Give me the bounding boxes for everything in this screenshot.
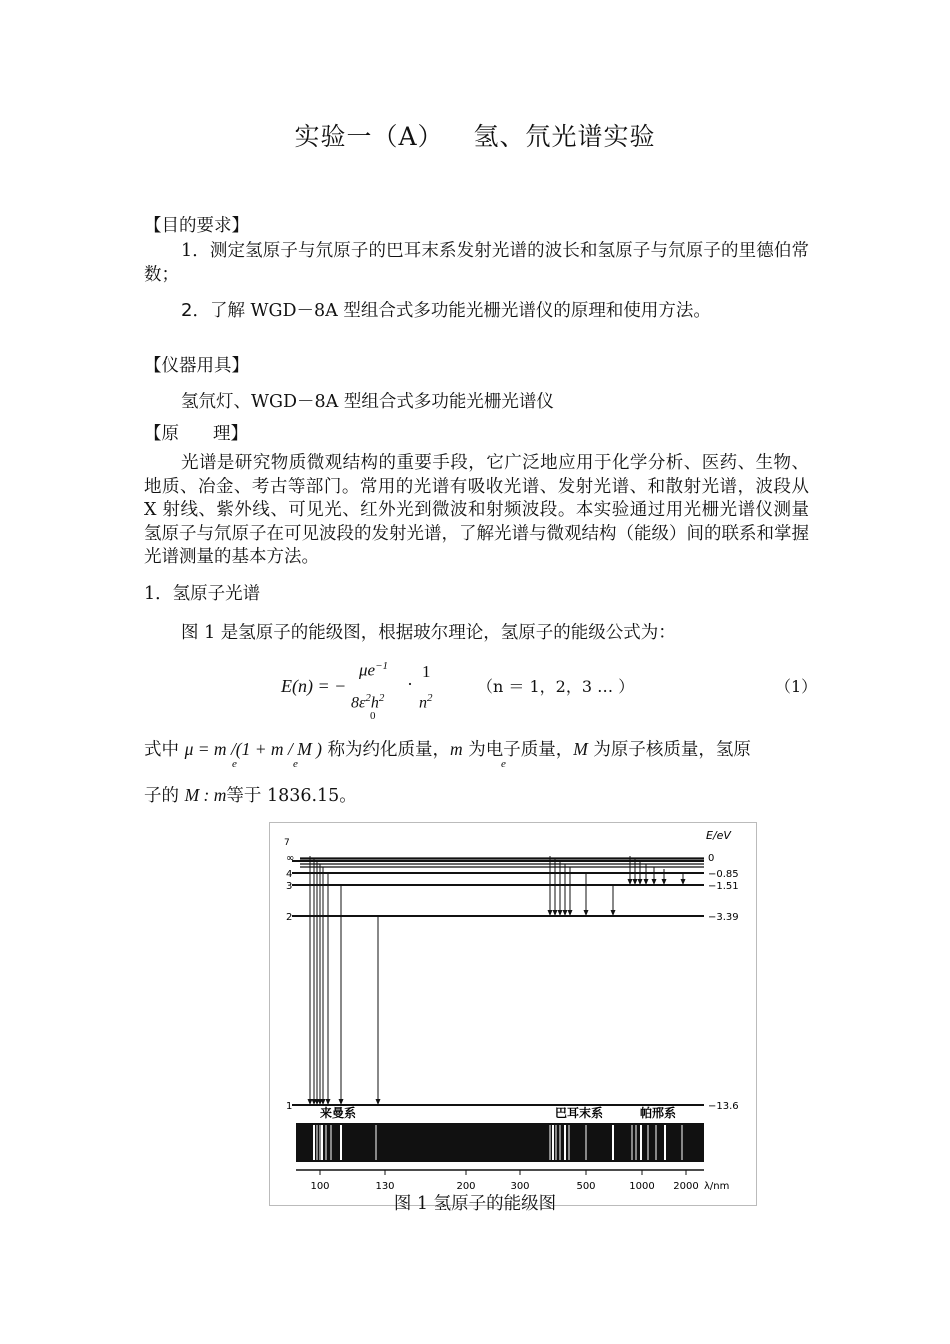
wavelength-unit: λ/nm — [704, 1181, 730, 1192]
equation-dot: · — [407, 674, 413, 694]
title-part2: 氢、氘光谱实验 — [473, 122, 656, 151]
equation-numerator-2: 1 — [422, 662, 431, 681]
wavelength-tick-label: 500 — [576, 1181, 596, 1192]
explanation-line-2: 子的 M : m等于 1836.15。 — [144, 785, 357, 806]
equation-numerator: $\mu e^{-1}$ — [359, 660, 389, 680]
hydrogen-heading: 1．氢原子光谱 — [144, 584, 261, 604]
title-part1: 实验一（A） — [294, 122, 444, 151]
wavelength-tick-label: 200 — [456, 1181, 476, 1192]
explanation-line-1: 式中 μ = m /(1 + m / M ) 称为约化质量，m 为电子质量，M 为原子核质量，氢原 — [144, 739, 751, 760]
subscript-e-1: e — [232, 758, 237, 770]
wavelength-tick-label: 100 — [310, 1181, 330, 1192]
wavelength-tick-label: 300 — [510, 1181, 530, 1192]
energy-level-diagram — [270, 823, 756, 1205]
level-n-label: 3 — [286, 881, 293, 892]
equation-condition: （n ＝ 1，2，3 … ） — [477, 677, 635, 696]
purpose-item-2-number: 2 — [181, 300, 193, 321]
level-n-label: 4 — [286, 869, 293, 880]
instruments-heading: 【仪器用具】 — [144, 356, 249, 376]
spectrum-band — [296, 1123, 704, 1162]
purpose-item-1: 1．测定氢原子与氘原子的巴耳末系发射光谱的波长和氢原子与氘原子的里德伯常数； — [144, 241, 809, 285]
energy-level-figure — [269, 822, 757, 1206]
wavelength-tick-label: 2000 — [673, 1181, 699, 1192]
equation-lhs: E(n) = − — [281, 676, 347, 696]
level-energy-label: −1.51 — [708, 881, 739, 892]
level-n-label: 1 — [286, 1101, 293, 1112]
principle-heading-right: 理】 — [213, 424, 248, 444]
equation-number: （1） — [775, 677, 818, 696]
level-n-label: 2 — [286, 912, 293, 923]
purpose-item-2-text: ．了解 WGD－8A 型组合式多功能光栅光谱仪的原理和使用方法。 — [192, 301, 711, 321]
hydrogen-intro: 图 1 是氢原子的能级图，根据玻尔理论，氢原子的能级公式为： — [181, 623, 676, 643]
series-label-balmer: 巴耳末系 — [555, 1106, 604, 1120]
series-label-paschen: 帕邢系 — [640, 1106, 677, 1120]
instruments-text: 氢氘灯、WGD－8A 型组合式多功能光栅光谱仪 — [181, 392, 554, 412]
top-label: 7 — [284, 838, 290, 848]
purpose-heading: 【目的要求】 — [144, 216, 249, 236]
level-n-label: ∞ — [286, 853, 295, 864]
principle-heading — [144, 423, 248, 446]
subscript-e-3: e — [501, 758, 506, 770]
wavelength-tick-label: 1000 — [629, 1181, 655, 1192]
series-label-lyman: 来曼系 — [320, 1106, 357, 1120]
figure-caption: 图 1 氢原子的能级图 — [393, 1194, 557, 1214]
subscript-e-2: e — [293, 758, 298, 770]
equation-den-subscript: 0 — [370, 710, 376, 722]
equation-denominator: $8\varepsilon^2h^2$ — [351, 692, 385, 712]
principle-text: 光谱是研究物质微观结构的重要手段，它广泛地应用于化学分析、医药、生物、地质、冶金、考古等部门。常用的光谱有吸收光谱、发射光谱、和散射光谱，波段从 X 射线、紫外线、可见光、红外光到微波和射频波段。本实验通过用光栅光谱仪测量氢原子与氘原子在可见波段的发射光谱，了解光谱与微观结构（能级）间的联系和掌握光谱测量的基本方法。 — [144, 453, 809, 567]
wavelength-tick-label: 130 — [375, 1181, 395, 1192]
level-energy-label: −13.6 — [708, 1101, 739, 1112]
level-energy-label: −3.39 — [708, 912, 739, 923]
purpose-item-2 — [181, 299, 711, 323]
equation-1 — [281, 660, 821, 722]
principle-heading-left: 【原 — [144, 424, 179, 444]
equation-denominator-2: $n^2$ — [419, 692, 433, 712]
level-energy-label: 0 — [708, 853, 715, 864]
level-energy-label: −0.85 — [708, 869, 739, 880]
axis-title: E/eV — [706, 829, 731, 842]
page-title — [0, 117, 950, 153]
